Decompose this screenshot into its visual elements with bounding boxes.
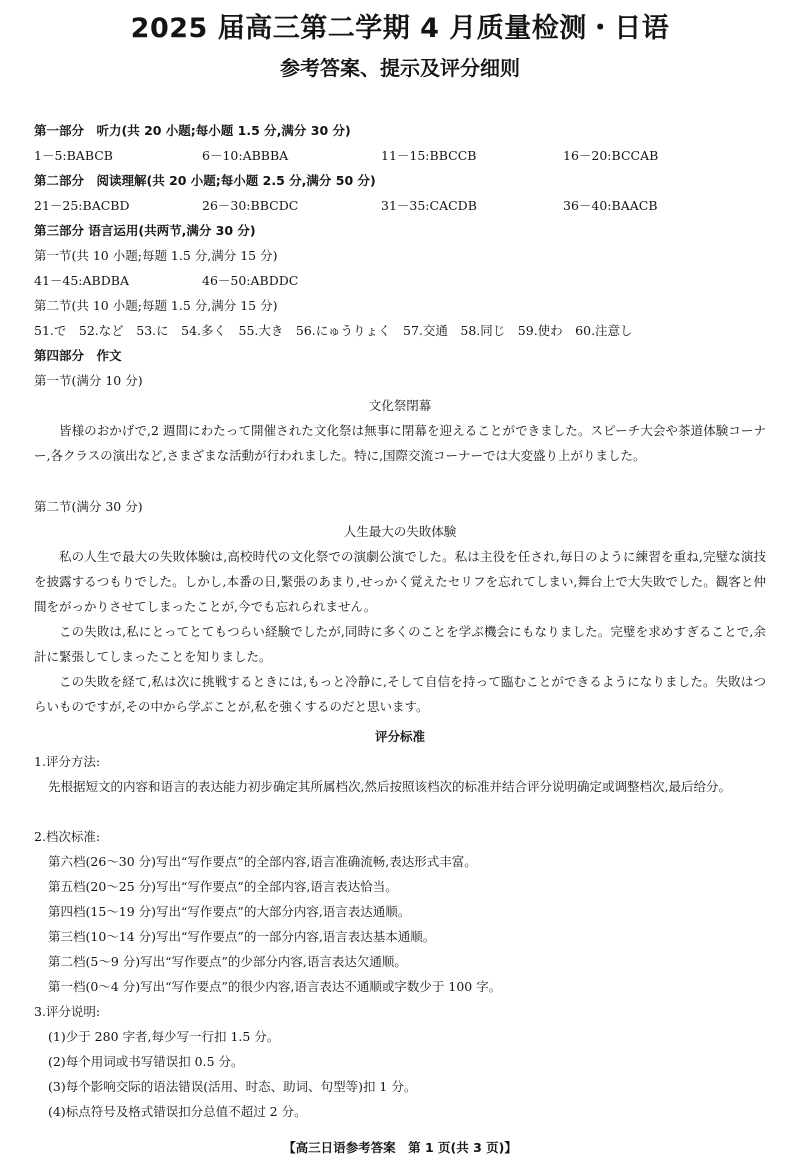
page-footer: 【高三日语参考答案 第 1 页(共 3 页)】 — [283, 1140, 517, 1155]
part1-heading: 第一部分 听力(共 20 小题;每小题 1.5 分,满分 30 分) — [34, 123, 351, 138]
grading-heading: 评分标准 — [374, 729, 425, 744]
grading-level: 第三档(10～14 分)写出“写作要点”的一部分内容,语言表达基本通顺。 — [48, 929, 436, 944]
part3-heading: 第三部分 语言运用(共两节,满分 30 分) — [34, 223, 256, 238]
grading-method-text: 先根据短文的内容和语言的表达能力初步确定其所属档次,然后按照该档次的标准并结合评分说明确定或调整档次,最后给分。 — [48, 779, 731, 794]
grading-level: 第四档(15～19 分)写出“写作要点”的大部分内容,语言表达通顺。 — [48, 904, 411, 919]
part4-section1-heading: 第一节(满分 10 分) — [34, 373, 143, 388]
grading-note: (3)每个影响交际的语法错误(活用、时态、助词、句型等)扣 1 分。 — [48, 1079, 417, 1094]
grading-note: (4)标点符号及格式错误扣分总值不超过 2 分。 — [48, 1104, 307, 1119]
grading-note: (2)每个用词或书写错误扣 0.5 分。 — [48, 1054, 244, 1069]
grading-level: 第一档(0～4 分)写出“写作要点”的很少内容,语言表达不通顺或字数少于 100 字。 — [48, 979, 502, 994]
answer-group: 16－20:BCCAB — [563, 148, 659, 163]
essay2-paragraph-2: この失敗は,私にとってとてもつらい経験でしたが,同時に多くのことを学ぶ機会にもなりました。完璧を求めすぎることで,余計に緊張してしまったことを知りました。 — [34, 624, 766, 664]
answer-group: 21－25:BACBD — [34, 198, 130, 213]
answer-group: 6－10:ABBBA — [202, 148, 289, 163]
part3-section2-heading: 第二节(共 10 小题;每题 1.5 分,满分 15 分) — [34, 298, 278, 313]
answer-group: 1－5:BABCB — [34, 148, 113, 163]
part4-heading: 第四部分 作文 — [34, 348, 122, 363]
answer-group: 31－35:CACDB — [381, 198, 477, 213]
essay1-title: 文化祭閉幕 — [368, 398, 432, 413]
grading-level: 第六档(26～30 分)写出“写作要点”的全部内容,语言准确流畅,表达形式丰富。 — [48, 854, 477, 869]
document-title: 2025 届高三第二学期 4 月质量检测・日语 — [130, 13, 670, 44]
answer-group: 26－30:BBCDC — [202, 198, 299, 213]
part4-section2-heading: 第二节(满分 30 分) — [34, 499, 143, 514]
essay1-paragraph: 皆様のおかげで,2 週間にわたって開催された文化祭は無事に閉幕を迎えることができました。スピーチ大会や茶道体験コーナー,各クラスの演出など,さまざまな活動が行われました。特に,国際交流コーナーでは大変盛り上がりました。 — [34, 423, 766, 463]
answer-group: 11－15:BBCCB — [381, 148, 477, 163]
answer-group: 41－45:ABDBA — [34, 273, 129, 288]
grading-levels-heading: 2.档次标准: — [34, 829, 101, 844]
vocab-answers: 51.で 52.など 53.に 54.多く 55.大き 56.にゅうりょく 57.交通 58.同じ 59.使わ 60.注意し — [34, 323, 633, 338]
essay2-title: 人生最大の失敗体験 — [343, 524, 457, 539]
grading-level: 第二档(5～9 分)写出“写作要点”的少部分内容,语言表达欠通顺。 — [48, 954, 407, 969]
answer-group: 36－40:BAACB — [563, 198, 658, 213]
part3-section1-heading: 第一节(共 10 小题;每题 1.5 分,满分 15 分) — [34, 248, 278, 263]
essay2-paragraph-1: 私の人生で最大の失敗体験は,高校時代の文化祭での演劇公演でした。私は主役を任され,毎日のように練習を重ね,完璧な演技を披露するつもりでした。しかし,本番の日,緊張のあまり,せっかく覚えたセリフを忘れてしまい,舞台上で大失敗でした。観客と仲間をがっかりさせてしまったことが,今でも忘れられません。 — [34, 549, 766, 614]
part2-heading: 第二部分 阅读理解(共 20 小题;每小题 2.5 分,满分 50 分) — [34, 173, 376, 188]
grading-level: 第五档(20～25 分)写出“写作要点”的全部内容,语言表达恰当。 — [48, 879, 398, 894]
grading-method-heading: 1.评分方法: — [34, 754, 101, 769]
answer-group: 46－50:ABDDC — [202, 273, 299, 288]
grading-notes-heading: 3.评分说明: — [34, 1004, 101, 1019]
grading-note: (1)少于 280 字者,每少写一行扣 1.5 分。 — [48, 1029, 280, 1044]
document-subtitle: 参考答案、提示及评分细则 — [280, 56, 520, 80]
essay2-paragraph-3: この失敗を経て,私は次に挑戦するときには,もっと冷静に,そして自信を持って臨むことができるようになりました。失敗はつらいものですが,その中から学ぶことが,私を強くするのだと思います。 — [34, 674, 766, 714]
